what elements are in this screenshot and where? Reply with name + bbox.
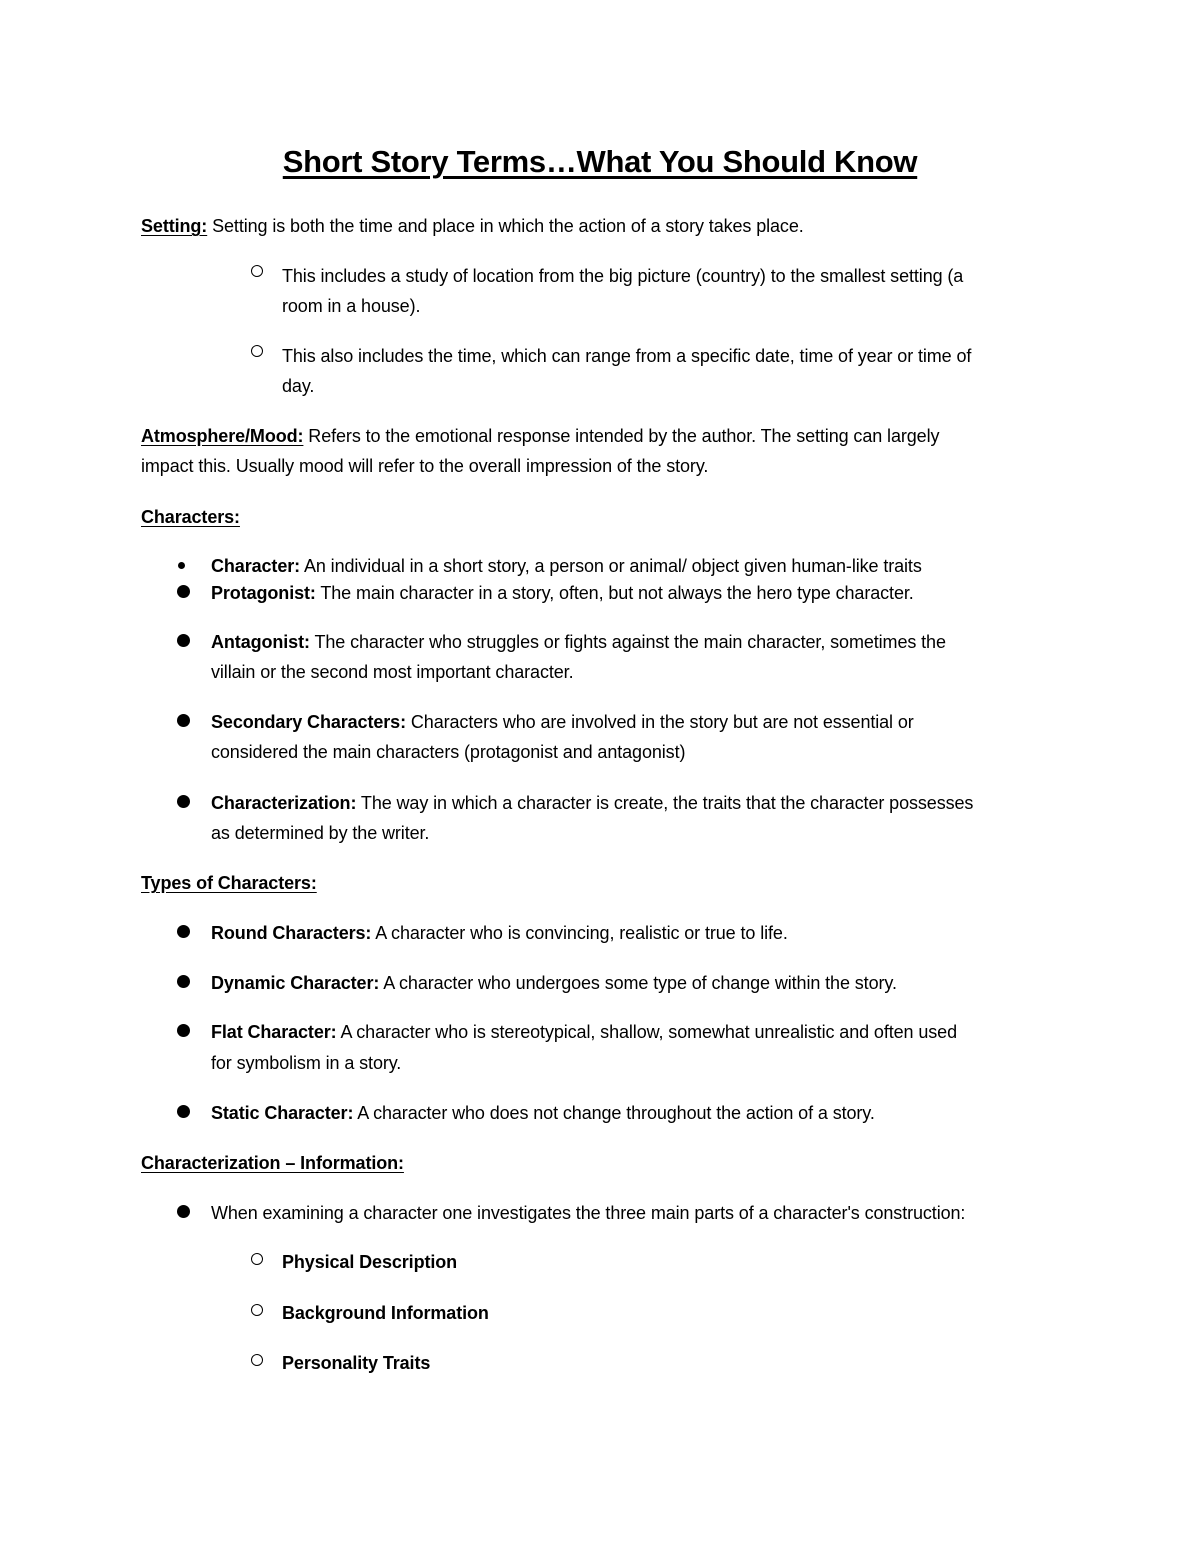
characterization-def-line2: as determined by the writer.	[211, 823, 430, 843]
round-item	[211, 921, 788, 945]
bullet-icon	[177, 975, 190, 988]
hollow-bullet-icon	[251, 1253, 263, 1265]
setting-item-1-line1: This includes a study of location from the big picture (country) to the smallest setting (a	[282, 266, 964, 286]
flat-term: Flat Character:	[211, 1022, 337, 1042]
antagonist-def-line2: villain or the second most important character.	[211, 662, 574, 682]
bullet-icon	[177, 1105, 190, 1118]
dynamic-item	[211, 971, 897, 995]
bullet-icon	[177, 634, 190, 647]
characterization-info-heading: Characterization – Information:	[141, 1153, 404, 1173]
setting-paragraph	[141, 214, 804, 238]
antagonist-term: Antagonist:	[211, 632, 310, 652]
bullet-icon	[177, 1024, 190, 1037]
characters-heading: Characters:	[141, 507, 240, 527]
hollow-bullet-icon	[251, 345, 263, 357]
bullet-icon	[177, 585, 190, 598]
types-heading: Types of Characters:	[141, 873, 317, 893]
characterization-def: The way in which a character is create, the traits that the character possesses	[356, 793, 974, 813]
character-item-1	[211, 554, 922, 578]
setting-heading: Setting:	[141, 216, 208, 236]
part-background-information: Background Information	[282, 1303, 489, 1323]
characterization-item	[211, 791, 973, 815]
flat-def: A character who is stereotypical, shallow, somewhat unrealistic and often used	[336, 1022, 957, 1042]
secondary-term: Secondary Characters:	[211, 712, 406, 732]
setting-item-2-line1: This also includes the time, which can range from a specific date, time of year or time of	[282, 346, 972, 366]
hollow-bullet-icon	[251, 265, 263, 277]
bullet-icon	[177, 795, 190, 808]
secondary-def: Characters who are involved in the story but are not essential or	[406, 712, 914, 732]
characters-paragraph	[141, 505, 240, 529]
part-personality-traits: Personality Traits	[282, 1353, 431, 1373]
character-def: An individual in a short story, a person or animal/ object given human-like traits	[300, 556, 922, 576]
static-term: Static Character:	[211, 1103, 354, 1123]
hollow-bullet-icon	[251, 1304, 263, 1316]
round-def: A character who is convincing, realistic or true to life.	[371, 923, 788, 943]
atmosphere-line1: Refers to the emotional response intended by the author. The setting can largely	[303, 426, 940, 446]
flat-def-line2: for symbolism in a story.	[211, 1053, 402, 1073]
bullet-icon	[177, 1205, 190, 1218]
atmosphere-line2: impact this. Usually mood will refer to the overall impression of the story.	[141, 456, 709, 476]
setting-text: Setting is both the time and place in which the action of a story takes place.	[207, 216, 804, 236]
protagonist-def: The main character in a story, often, but not always the hero type character.	[315, 583, 914, 603]
atmosphere-heading: Atmosphere/Mood:	[141, 426, 304, 446]
characterization-info-paragraph	[141, 1151, 404, 1175]
bullet-icon	[178, 562, 185, 569]
part-physical-description: Physical Description	[282, 1252, 458, 1272]
secondary-item	[211, 710, 914, 734]
characterization-intro: When examining a character one investigates the three main parts of a character's construction:	[211, 1203, 966, 1223]
antagonist-item	[211, 630, 946, 654]
atmosphere-paragraph	[141, 424, 939, 448]
dynamic-def: A character who undergoes some type of change within the story.	[379, 973, 897, 993]
flat-item	[211, 1020, 957, 1044]
secondary-def-line2: considered the main characters (protagonist and antagonist)	[211, 742, 686, 762]
static-item	[211, 1101, 875, 1125]
protagonist-term: Protagonist:	[211, 583, 316, 603]
bullet-icon	[177, 714, 190, 727]
page-title: Short Story Terms…What You Should Know	[282, 144, 918, 179]
protagonist-item	[211, 581, 914, 605]
character-term: Character:	[211, 556, 301, 576]
dynamic-term: Dynamic Character:	[211, 973, 380, 993]
characterization-term: Characterization:	[211, 793, 357, 813]
setting-item-2-line2: day.	[282, 376, 315, 396]
static-def: A character who does not change throughout the action of a story.	[353, 1103, 875, 1123]
antagonist-def: The character who struggles or fights against the main character, sometimes the	[309, 632, 946, 652]
round-term: Round Characters:	[211, 923, 372, 943]
types-paragraph	[141, 871, 317, 895]
hollow-bullet-icon	[251, 1354, 263, 1366]
setting-item-1-line2: room in a house).	[282, 296, 421, 316]
bullet-icon	[177, 925, 190, 938]
